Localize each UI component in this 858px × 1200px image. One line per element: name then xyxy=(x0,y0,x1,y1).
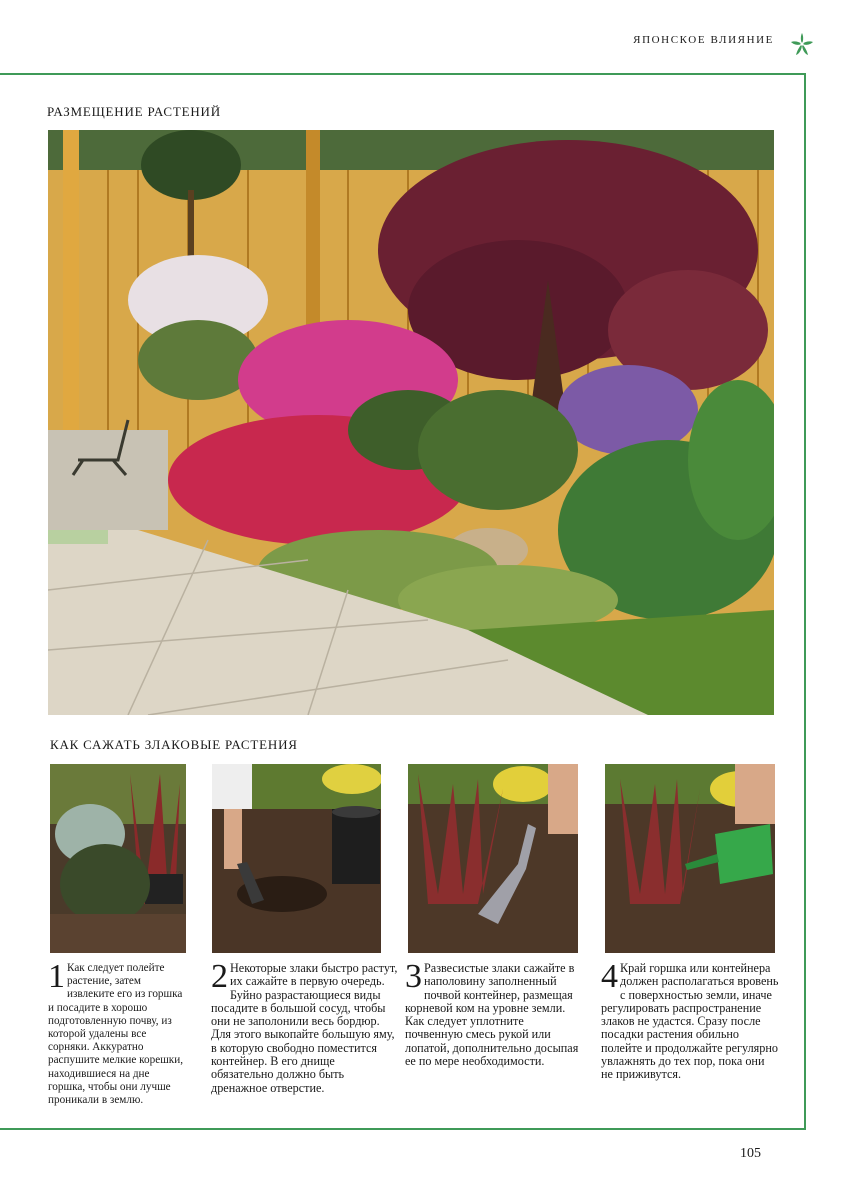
frame-rule-top xyxy=(0,73,806,75)
step-4-caption xyxy=(601,958,779,1082)
leaf-ornament-icon xyxy=(790,32,814,56)
step-1-number: 1 xyxy=(48,958,65,995)
frame-rule-bottom xyxy=(0,1128,806,1130)
step-1-caption xyxy=(48,958,188,1107)
section-title-placement: РАЗМЕЩЕНИЕ РАСТЕНИЙ xyxy=(47,104,221,119)
running-head: ЯПОНСКОЕ ВЛИЯНИЕ xyxy=(633,34,774,46)
step-4-text: Край горшка или контейнера должен располагаться вровень с поверхностью земли, иначе регулировать распространение злаков не удастся. Сразу после посадки растения обильно полейте и продолжайте регулярно увлажнять до тех пор, пока они не приживутся. xyxy=(601,961,779,1082)
filling-soil-photo xyxy=(408,764,578,953)
step-3-number: 3 xyxy=(405,958,422,995)
watering-can-photo xyxy=(605,764,775,953)
step-2-caption xyxy=(211,958,399,1095)
frame-rule-right xyxy=(804,73,806,1130)
step-2-text: Некоторые злаки быстро растут, их сажайте в первую очередь. Буйно разрастающиеся виды посадите в большой сосуд, чтобы они не заполонили весь бордюр. Для этого выкопайте большую яму, в которую свободно поместится контейнер. В его днище обязательно должно быть дренажное отверстие. xyxy=(211,961,398,1095)
step-3-caption xyxy=(405,958,583,1069)
page-number: 105 xyxy=(740,1146,761,1161)
garden-border-photo xyxy=(48,130,774,715)
step-3-text: Развесистые злаки сажайте в наполовину заполненный почвой контейнер, размещая корневой ком на уровне земли. Как следует уплотните почвенную смесь рукой или лопатой, дополнительно досыпая ее по мере необходимости. xyxy=(405,961,579,1069)
step-2-number: 2 xyxy=(211,958,228,995)
step-1-text: Как следует полейте растение, затем извлеките его из горшка и посадите в хорошо подготовленную почву, из которой удалены все сорняки. Аккуратно распушите мелкие корешки, находившиеся на дне горшка, чтобы они лучше проникали в землю. xyxy=(48,962,184,1107)
step-4-number: 4 xyxy=(601,958,618,995)
section-title-planting: КАК САЖАТЬ ЗЛАКОВЫЕ РАСТЕНИЯ xyxy=(50,737,298,752)
digging-hole-photo xyxy=(212,764,381,953)
potted-grasses-photo xyxy=(50,764,186,953)
